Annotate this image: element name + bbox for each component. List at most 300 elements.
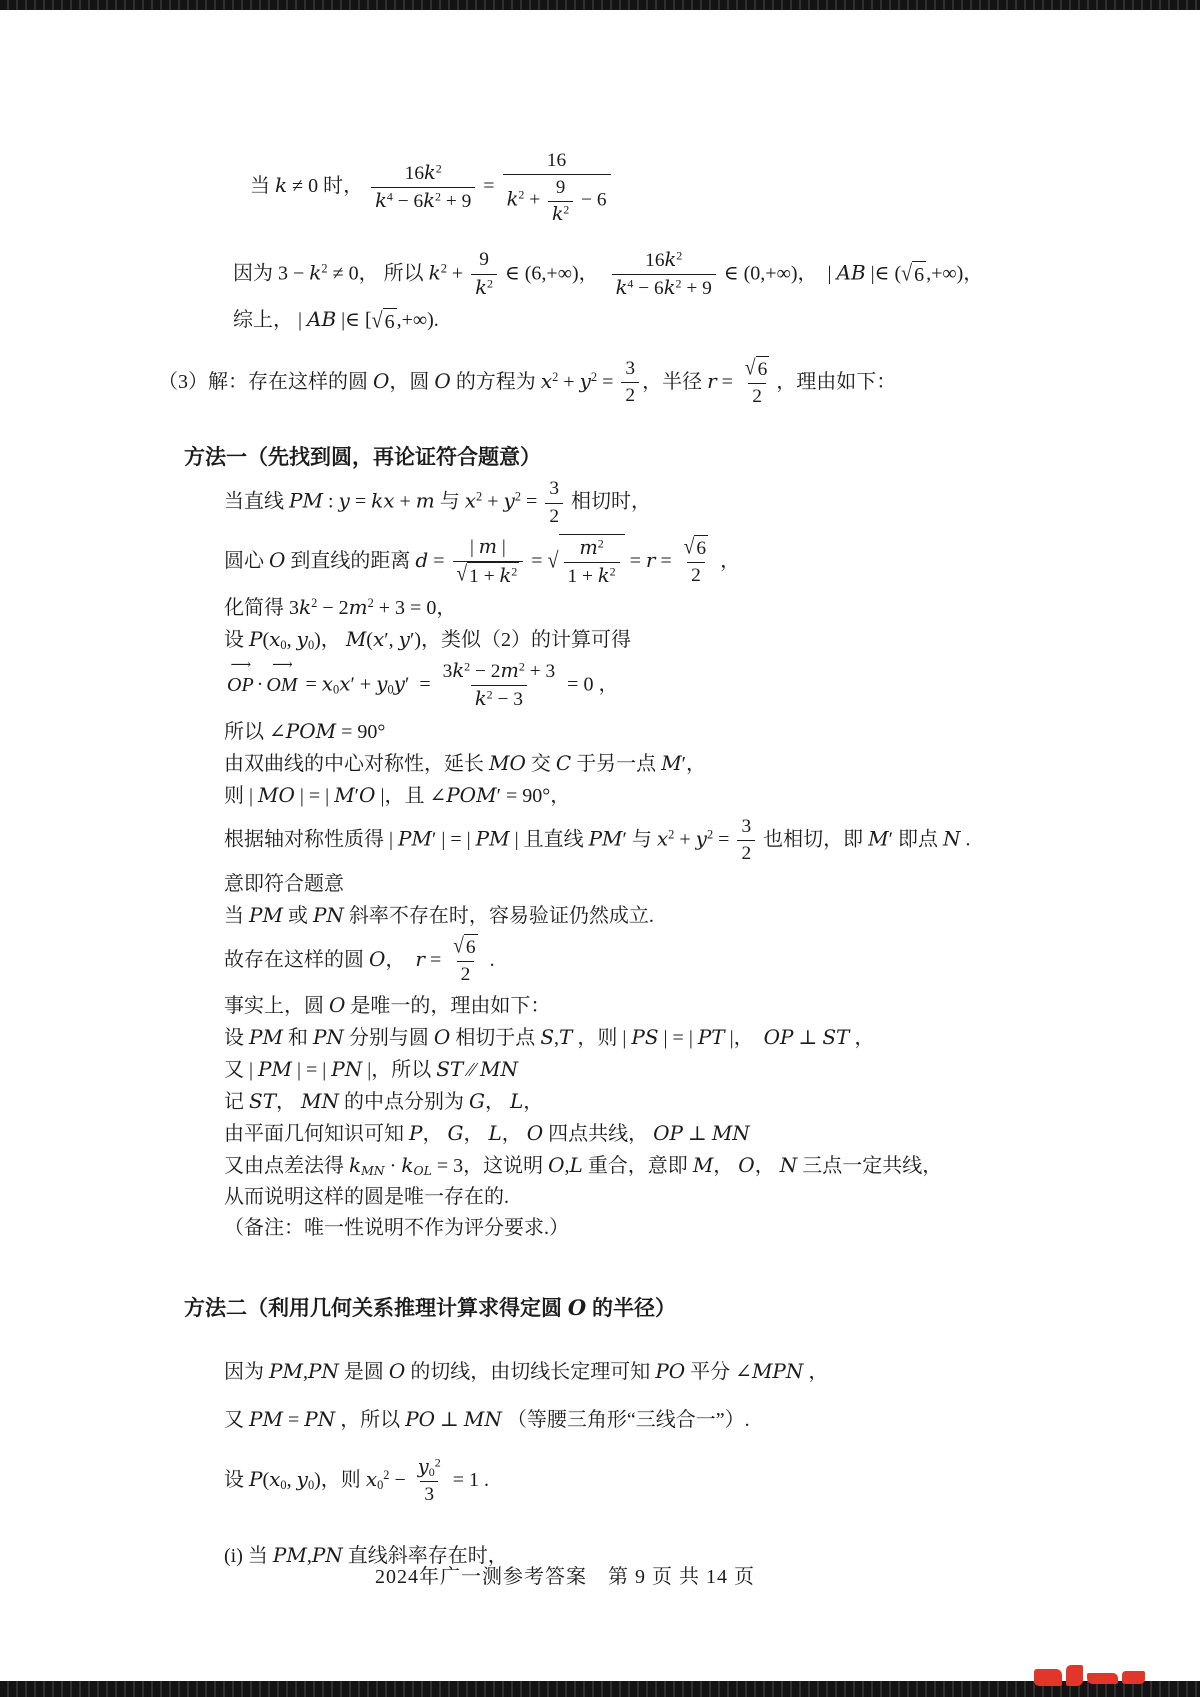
math-variable: O xyxy=(433,1025,451,1050)
text-run: − 6 xyxy=(576,189,607,211)
math-variable: k xyxy=(452,659,465,683)
math-variable: PM xyxy=(588,825,623,850)
fraction-denominator xyxy=(453,561,524,590)
fraction-numerator xyxy=(414,1454,445,1481)
watermark-shape xyxy=(1087,1673,1118,1684)
text-run: 的切线，由切线长定理可知 xyxy=(405,1360,656,1383)
text-run: ， xyxy=(713,1155,739,1178)
line-summary-ab xyxy=(0,306,1200,335)
line-po-perpendicular xyxy=(0,1406,1200,1434)
math-variable: MN xyxy=(361,1163,385,1179)
math-variable: k xyxy=(615,276,628,300)
fraction-denominator xyxy=(471,685,527,713)
text-run: 方法二（利用几何关系推理计算求得定圆 xyxy=(184,1297,568,1321)
text-run: 也相切，即 xyxy=(758,827,869,850)
math-variable: PN xyxy=(307,1358,339,1383)
math-variable: y xyxy=(393,671,405,696)
math-variable: y xyxy=(376,671,388,696)
text-run: 综上， | xyxy=(233,309,308,332)
text-run: + xyxy=(674,827,696,850)
line-midpoints xyxy=(0,1088,1200,1116)
math-variable: y xyxy=(417,1454,429,1478)
text-run: 平分 ∠ xyxy=(685,1360,752,1383)
math-variable: MN xyxy=(301,1089,340,1114)
math-variable: x xyxy=(540,368,553,393)
text-run: 方法一（先找到圆，再论证符合题意） xyxy=(184,446,541,470)
fraction-numerator xyxy=(741,356,773,383)
math-variable: k xyxy=(597,564,610,588)
math-variable: k xyxy=(424,160,436,184)
math-variable: x xyxy=(269,1466,281,1491)
fraction-denominator xyxy=(548,201,573,227)
math-variable: PN xyxy=(312,1025,344,1050)
math-variable: POM xyxy=(285,718,337,743)
vector-overline: ⟶ OM xyxy=(266,670,297,699)
fraction-numerator xyxy=(575,535,607,562)
math-superscript: 2 xyxy=(321,261,328,276)
text-run: （3）解：存在这样的圆 xyxy=(158,370,373,393)
math-variable: G xyxy=(469,1089,486,1114)
text-run: + xyxy=(558,370,580,393)
math-variable: O xyxy=(373,368,390,393)
math-variable: PM xyxy=(249,1025,283,1050)
line-point-difference xyxy=(0,1152,1200,1180)
math-variable: AB xyxy=(836,260,866,285)
math-superscript: 2 xyxy=(511,564,518,579)
document-body xyxy=(0,10,1200,1570)
math-variable: x xyxy=(365,1466,378,1491)
text-run: − 6 xyxy=(633,278,664,300)
text-run: 因为 xyxy=(224,1360,269,1383)
math-variable: MPN xyxy=(751,1358,804,1383)
text-run: , xyxy=(564,1155,570,1178)
text-run: 故存在这样的圆 xyxy=(224,948,369,971)
text-run: 是圆 xyxy=(338,1360,389,1383)
text-run: 于另一点 xyxy=(571,752,662,775)
math-variable: PS xyxy=(631,1025,659,1050)
math-variable: k xyxy=(423,188,435,212)
math-variable: m xyxy=(348,595,368,620)
text-run: 当 xyxy=(224,904,249,927)
math-suberscript: 0 xyxy=(333,682,340,697)
heading-method-1 xyxy=(0,444,1200,472)
text-run: ， xyxy=(754,1155,780,1178)
math-superscript: 2 xyxy=(706,827,714,842)
text-run: ′ = xyxy=(404,673,436,696)
math-variable: x xyxy=(372,627,385,652)
math-variable: k xyxy=(375,188,387,212)
text-run: ∈ (0,+∞)， | xyxy=(718,262,837,285)
text-run: 2 xyxy=(549,505,560,527)
text-run: ⊥ xyxy=(793,1027,823,1050)
text-run: ⊥ xyxy=(435,1408,464,1431)
math-superscript: 4 xyxy=(386,189,393,204)
text-run: 相切于点 xyxy=(450,1027,541,1050)
text-run: ′ 与 xyxy=(622,827,657,850)
radical-sign: √ xyxy=(371,308,383,333)
radicand xyxy=(559,534,625,590)
text-run: + xyxy=(524,189,545,211)
math-variable: k xyxy=(275,173,288,198)
math-variable: kx xyxy=(371,488,395,513)
text-run: | xyxy=(469,536,479,558)
watermark-shape xyxy=(1066,1665,1083,1686)
math-variable: k xyxy=(663,276,676,300)
text-run: ,+∞)， xyxy=(926,262,984,285)
math-variable: N xyxy=(943,825,961,850)
text-run: | 且直线 xyxy=(509,827,589,850)
math-variable: PN xyxy=(311,1543,343,1568)
math-variable: k xyxy=(474,687,487,711)
line-tangent-condition xyxy=(0,476,1200,529)
square-root xyxy=(901,261,926,289)
math-variable: PT xyxy=(697,1025,725,1050)
text-run: 和 xyxy=(282,1027,313,1050)
math-variable: ST xyxy=(436,1057,464,1082)
text-run: )， xyxy=(314,629,346,652)
text-run: ′)，类似（2）的计算可得 xyxy=(409,629,631,652)
math-variable: P xyxy=(249,1466,263,1491)
text-run: 斜率不存在时，容易验证仍然成立. xyxy=(343,904,654,927)
text-run: 的方程为 xyxy=(450,370,541,393)
fraction-numerator xyxy=(621,356,639,382)
fraction xyxy=(371,160,475,215)
text-run: + xyxy=(482,490,504,513)
text-run: 是唯一的，理由如下： xyxy=(345,995,551,1018)
text-run: = 1 . xyxy=(447,1468,490,1491)
math-variable: P xyxy=(409,1121,423,1146)
text-run: 2 xyxy=(752,385,762,407)
text-run: 6 xyxy=(465,936,476,958)
text-run: 因为 3 − xyxy=(233,262,310,285)
text-run: = xyxy=(300,673,322,696)
text-run: 所以 ∠ xyxy=(224,720,286,743)
text-run: · xyxy=(384,1155,402,1178)
math-variable: O xyxy=(567,1295,587,1321)
fraction xyxy=(545,476,563,529)
text-run: ′, xyxy=(384,629,399,652)
math-variable: O xyxy=(526,1121,544,1146)
math-suberscript: 0 xyxy=(280,1477,287,1492)
math-variable: PM xyxy=(258,1057,292,1082)
text-run: 由平面几何知识可知 xyxy=(224,1123,409,1146)
radicand xyxy=(467,562,519,590)
text-run: （备注：唯一性说明不作为评分要求.） xyxy=(224,1217,569,1240)
text-run: . xyxy=(484,948,495,971)
math-variable: OP xyxy=(653,1121,683,1146)
square-root xyxy=(745,356,769,383)
math-variable: y xyxy=(503,488,515,513)
math-variable: T xyxy=(559,1025,573,1050)
text-run: = xyxy=(428,549,450,572)
math-suberscript xyxy=(361,1164,385,1178)
text-run: ⊥ xyxy=(683,1123,712,1146)
radicand xyxy=(464,934,478,961)
text-run: 当直线 xyxy=(224,490,289,513)
text-run: + 3 = 0， xyxy=(373,597,457,620)
math-variable: ST xyxy=(822,1025,850,1050)
text-run: 2 xyxy=(741,842,752,864)
text-run: + xyxy=(446,262,469,285)
square-root xyxy=(548,534,625,590)
text-run: | = | xyxy=(294,784,335,807)
math-variable: PM xyxy=(289,488,323,513)
radical-sign: √ xyxy=(901,261,913,286)
text-run: 相切时， xyxy=(566,490,652,513)
fraction-denominator xyxy=(621,382,639,409)
math-variable: L xyxy=(510,1089,524,1114)
text-run: 1 + xyxy=(567,566,598,588)
text-run: |∈ ( xyxy=(865,262,902,285)
radicand xyxy=(383,308,397,336)
text-run: = xyxy=(526,549,548,572)
fraction xyxy=(503,148,611,227)
text-run: 三点一定共线， xyxy=(797,1155,943,1178)
math-variable: G xyxy=(447,1121,464,1146)
math-variable: PM xyxy=(398,825,432,850)
fraction-numerator xyxy=(641,247,686,274)
text-run: = xyxy=(349,490,372,513)
fraction-denominator xyxy=(545,503,563,530)
text-run: 16 xyxy=(645,249,665,271)
math-superscript: 2 xyxy=(518,187,525,202)
fraction-denominator xyxy=(420,1481,438,1508)
text-run: − 6 xyxy=(392,190,424,212)
radical-sign: √ xyxy=(744,356,756,380)
line-symmetry xyxy=(0,750,1200,778)
math-variable: k xyxy=(428,260,441,285)
text-run: 设 xyxy=(224,1468,249,1491)
fraction xyxy=(453,534,524,590)
math-variable: M xyxy=(661,750,682,775)
math-variable: y xyxy=(296,1466,308,1491)
text-run: , xyxy=(286,629,297,652)
math-variable: PN xyxy=(304,1406,336,1431)
math-variable: y xyxy=(338,488,350,513)
square-root xyxy=(457,562,520,590)
math-superscript: 2 xyxy=(675,276,682,291)
math-variable: ST xyxy=(249,1089,277,1114)
text-run: 化简得 3 xyxy=(224,597,299,620)
text-run: 又由点差法得 xyxy=(224,1155,349,1178)
math-variable: O xyxy=(548,1153,565,1178)
text-run: ′ xyxy=(354,784,360,807)
math-superscript: 2 xyxy=(676,248,683,263)
text-run: 的半径） xyxy=(586,1297,676,1321)
fraction-numerator xyxy=(543,148,570,174)
text-run: = xyxy=(655,549,677,572)
radicand xyxy=(694,535,708,562)
text-run: ∕∕ xyxy=(463,1059,480,1082)
line-tangent-length xyxy=(0,1358,1200,1386)
math-variable: k xyxy=(401,1153,414,1178)
line-meets-requirement xyxy=(0,871,1200,898)
text-run: ′ = 90°， xyxy=(496,784,571,807)
watermark-shape xyxy=(1122,1671,1145,1684)
text-run: |∈ [ xyxy=(336,309,372,332)
line-distance-formula xyxy=(0,534,1200,590)
math-variable: M xyxy=(345,627,367,652)
text-run: ，所以 xyxy=(335,1408,406,1431)
text-run: （等腰三角形“三线合一”）. xyxy=(501,1408,750,1431)
text-run: ， xyxy=(715,549,741,572)
text-run: ′ 即点 xyxy=(888,827,944,850)
text-run: |， xyxy=(724,1027,764,1050)
text-run: 6 xyxy=(384,310,395,333)
text-run: 由双曲线的中心对称性，延长 xyxy=(224,752,489,775)
math-variable: PM xyxy=(272,1543,307,1568)
page-footer: 2024年广一测参考答案 第 9 页 共 14 页 xyxy=(375,1566,755,1588)
text-run: 设 xyxy=(224,629,249,652)
math-variable: PM xyxy=(475,825,510,850)
fraction xyxy=(621,356,639,409)
text-run: ， xyxy=(422,1123,448,1146)
fraction-numerator xyxy=(552,175,569,200)
fraction xyxy=(449,934,481,988)
text-run: ( xyxy=(366,629,373,652)
watermark-shape xyxy=(1034,1669,1062,1686)
text-run: 设 xyxy=(224,1027,249,1050)
text-run: 交 xyxy=(525,752,556,775)
math-variable: y xyxy=(579,368,591,393)
text-run: 2 xyxy=(691,565,701,587)
math-variable: x xyxy=(269,627,281,652)
line-simplified xyxy=(0,594,1200,622)
math-variable: L xyxy=(569,1153,583,1178)
fraction-numerator xyxy=(449,934,481,961)
math-suberscript: 0 xyxy=(307,1477,315,1492)
fraction xyxy=(548,175,573,227)
text-run: ， xyxy=(523,1091,544,1114)
text-run: 6 xyxy=(757,358,768,380)
text-run: 圆心 xyxy=(224,549,269,572)
math-variable: r xyxy=(415,946,425,971)
math-variable: m xyxy=(478,534,498,558)
math-superscript: 2 xyxy=(590,369,598,384)
fraction xyxy=(612,247,716,302)
fraction-numerator xyxy=(545,476,563,502)
text-run: ≠ 0， 所以 xyxy=(327,262,429,285)
math-superscript: 2 xyxy=(563,203,570,217)
math-variable: k xyxy=(551,203,564,225)
math-variable: O xyxy=(369,946,386,971)
math-superscript: 2 xyxy=(609,564,616,579)
math-variable: AB xyxy=(307,307,337,332)
text-run: 又 | xyxy=(224,1059,259,1082)
fraction-denominator xyxy=(503,174,611,227)
math-superscript: 2 xyxy=(435,161,442,176)
square-root xyxy=(372,308,397,336)
math-superscript: 2 xyxy=(486,687,493,702)
math-variable: O xyxy=(329,993,346,1018)
text-run: − 3 xyxy=(492,689,523,711)
math-variable: OP xyxy=(763,1025,794,1050)
text-run: 又 xyxy=(224,1408,249,1431)
fraction xyxy=(471,247,497,301)
text-run: · xyxy=(256,673,264,696)
math-superscript: 2 xyxy=(440,261,447,276)
math-variable: d xyxy=(415,547,429,572)
text-run: 16 xyxy=(404,162,425,184)
text-run: 6 xyxy=(914,263,925,286)
text-run: 重合，意即 xyxy=(582,1155,693,1178)
math-variable: y xyxy=(398,627,410,652)
math-variable: MN xyxy=(711,1121,750,1146)
line-uniqueness-intro xyxy=(0,992,1200,1020)
math-superscript: 2 xyxy=(518,659,525,674)
text-run: , xyxy=(286,1468,297,1491)
math-suberscript: 0 xyxy=(428,1464,435,1479)
math-superscript: 2 xyxy=(597,536,604,551)
math-variable: O xyxy=(738,1153,755,1178)
math-variable: C xyxy=(555,750,572,775)
line-note xyxy=(0,1215,1200,1242)
math-suberscript: 0 xyxy=(280,638,287,653)
text-run: ( xyxy=(262,1468,270,1491)
math-variable: M xyxy=(868,825,889,850)
math-variable: r xyxy=(707,368,717,393)
text-run: ′ | = | xyxy=(431,827,476,850)
text-run: 当 xyxy=(250,175,275,198)
math-suberscript: 0 xyxy=(377,1477,384,1492)
math-variable: O xyxy=(434,368,451,393)
text-run: | xyxy=(497,536,506,558)
text-run: 到直线的距离 xyxy=(285,549,416,572)
red-logo-watermark xyxy=(1018,1662,1158,1694)
math-variable: OL xyxy=(413,1163,432,1179)
math-variable: x xyxy=(339,671,351,696)
fraction-denominator xyxy=(737,840,755,867)
fraction xyxy=(741,356,773,410)
text-run: = xyxy=(597,370,619,393)
math-variable: k xyxy=(506,187,519,211)
fraction-denominator xyxy=(457,961,475,988)
math-variable: L xyxy=(488,1121,502,1146)
math-variable: MN xyxy=(479,1057,518,1082)
math-variable: y xyxy=(296,627,308,652)
math-variable: PO xyxy=(655,1358,686,1383)
math-variable: r xyxy=(645,547,656,572)
text-run: = xyxy=(424,948,447,971)
math-variable: N xyxy=(779,1153,798,1178)
math-variable: M xyxy=(692,1153,714,1178)
text-run: ， xyxy=(463,1123,489,1146)
math-variable: MO xyxy=(489,750,526,775)
fraction-denominator xyxy=(687,562,705,589)
line-k-nonzero xyxy=(0,148,1200,227)
math-variable: PO xyxy=(405,1406,436,1431)
text-run: : xyxy=(322,490,339,513)
text-run: 2 xyxy=(625,385,636,407)
fraction-denominator xyxy=(371,187,475,215)
text-run: = 90° xyxy=(336,720,386,743)
radicand xyxy=(756,356,770,383)
math-suberscript: 0 xyxy=(307,638,315,653)
text-run: 的中点分别为 xyxy=(339,1091,470,1114)
text-run: 四点共线， xyxy=(543,1123,654,1146)
text-run: ，半径 xyxy=(642,370,708,393)
math-variable: PM xyxy=(249,1406,283,1431)
fraction xyxy=(439,658,560,713)
text-run: 3 xyxy=(741,815,752,837)
text-run: ∈ (6,+∞)， xyxy=(499,262,609,285)
line-because-range xyxy=(0,247,1200,302)
math-variable: PN xyxy=(312,902,344,927)
line-setup-points xyxy=(0,626,1200,654)
math-superscript: 2 xyxy=(476,489,483,504)
math-variable: POM xyxy=(446,782,497,807)
math-variable: x xyxy=(656,825,669,850)
